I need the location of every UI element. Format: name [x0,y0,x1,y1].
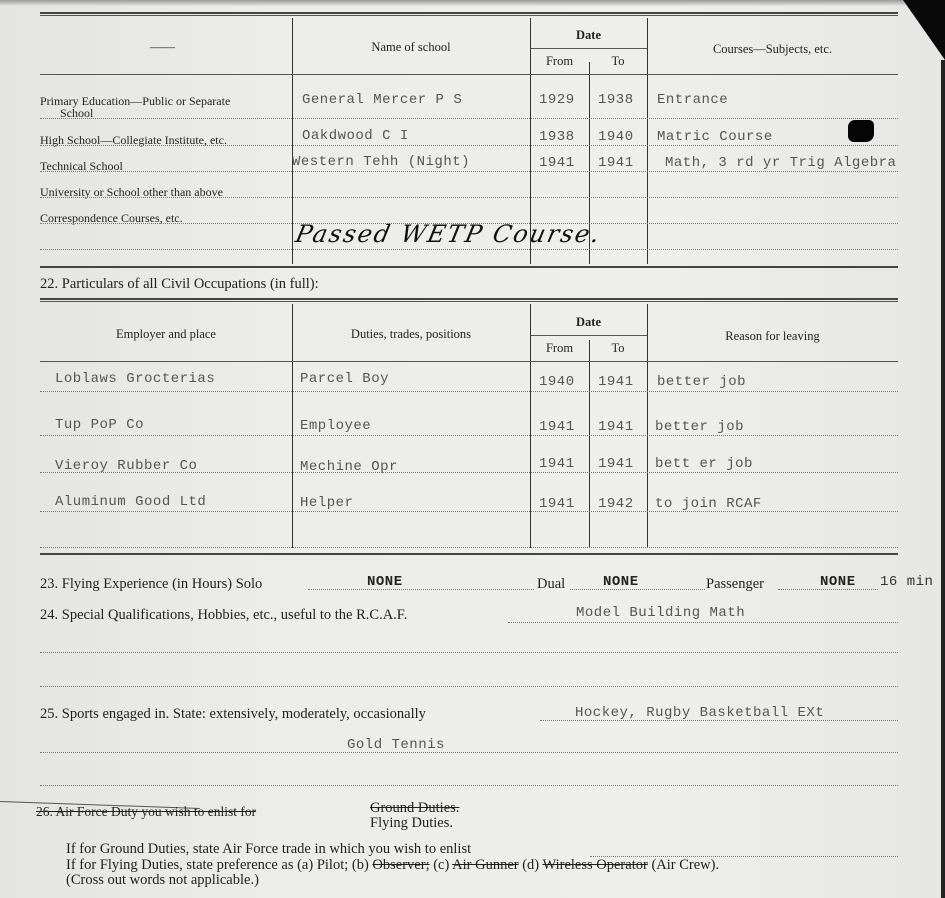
edu-school: Oakdwood C I [302,128,409,144]
edu-courses: Entrance [657,92,729,108]
edu-courses: Math, 3 rd yr Trig Algebra [665,155,897,171]
occ-reason: better job [657,374,747,390]
dotted-rule [40,511,898,512]
header-courses: Courses—Subjects, etc. [712,42,833,56]
flying-dual-label: Dual [537,576,566,592]
duty-gunner: Air Gunner [452,857,519,873]
occ-duties: Helper [300,495,354,511]
flying-label: 23. Flying Experience (in Hours) Solo [40,576,263,592]
flying-passenger-label: Passenger [706,576,764,592]
sports-label: 25. Sports engaged in. State: extensively, moderately, occasionally [40,706,426,722]
header-duties: Duties, trades, positions [350,327,472,341]
scan-shadow [0,0,945,6]
duty-option-flying: Flying Duties. [370,815,453,831]
occ-to: 1941 [598,419,634,435]
rule-top-2 [40,15,898,16]
occ-reason: to join RCAF [655,496,762,512]
occ-employer: Tup PoP Co [55,417,145,433]
qualifications-label: 24. Special Qualifications, Hobbies, etc., useful to the R.C.A.F. [40,607,408,623]
scan-edge [941,60,945,898]
cross-out-note: (Cross out words not applicable.) [66,872,259,888]
header-from: From [545,341,574,355]
rule [40,301,898,302]
occ-to: 1941 [598,374,634,390]
col-divider [589,340,590,548]
occ-to: 1941 [598,456,634,472]
duty-wireless: Wireless Operator [542,857,648,873]
sports-value-1: Hockey, Rugby Basketball EXt [575,705,825,721]
ink-blot [848,120,874,142]
occ-from: 1941 [539,496,575,512]
flying-solo-value: NONE [367,574,403,590]
edu-to: 1940 [598,129,634,145]
edu-courses: Matric Course [657,129,773,145]
section-22-title: 22. Particulars of all Civil Occupations (in full): [40,276,319,292]
duty-label: 26. Air Force Duty you wish to enlist for [36,804,257,819]
occ-reason: better job [655,419,745,435]
occ-to: 1942 [598,496,634,512]
header-reason: Reason for leaving [725,329,820,343]
duty-observer: Observer; [372,857,430,873]
duty-d: (d) [518,857,543,873]
flying-passenger-value: NONE [820,574,856,590]
occ-employer: Vieroy Rubber Co [55,458,198,474]
rule [531,335,647,336]
dotted-rule [508,622,898,623]
dotted-rule [40,547,898,548]
edu-to: 1941 [598,155,634,171]
edu-from: 1929 [539,92,575,108]
edu-from: 1938 [539,129,575,145]
occ-duties: Employee [300,418,372,434]
rule-header-bottom [40,74,898,75]
dotted-rule [40,145,898,146]
header-to: To [611,341,625,355]
scan-corner [903,0,945,60]
edu-school: Western Tehh (Night) [292,154,471,170]
dotted-rule [40,472,898,473]
occ-from: 1941 [539,456,575,472]
dotted-rule [40,197,898,198]
edu-label-primary-2: School [60,106,94,120]
rule-section-end [40,266,898,268]
occ-employer: Loblaws Grocterias [55,371,216,387]
header-name-of-school: Name of school [371,40,451,54]
flying-dual-value: NONE [603,574,639,590]
header-employer: Employer and place [116,327,216,341]
dotted-rule [40,435,898,436]
occ-duties: Mechine Opr [300,459,398,475]
rule [531,48,647,49]
rule-section-end [40,553,898,555]
edu-label-primary: Primary Education—Public or Separate [40,94,231,108]
dotted-rule [40,118,898,119]
edu-label-university: University or School other than above [40,185,223,199]
dotted-rule [40,785,898,786]
dotted-rule [40,686,898,687]
dotted-rule [40,752,898,753]
edu-label-high-school: High School—Collegiate Institute, etc. [40,133,227,147]
edu-label-correspondence: Correspondence Courses, etc. [40,211,183,225]
header-to: To [611,54,625,68]
sports-value-2: Gold Tennis [347,737,445,753]
duty-tail: (Air Crew). [647,857,720,873]
edu-school: General Mercer P S [302,92,463,108]
header-blank: —— [150,40,175,54]
edu-label-technical: Technical School [40,159,123,173]
occ-reason: bett er job [655,456,753,472]
dotted-rule [40,391,898,392]
dotted-rule [308,589,534,590]
rule-header-bottom [40,361,898,362]
edu-to: 1938 [598,92,634,108]
flying-passenger-extra: 16 min [880,574,934,590]
dotted-rule [40,249,898,250]
rule [40,298,898,300]
dotted-rule [40,171,898,172]
duty-option-ground: Ground Duties. [370,800,460,816]
rule-top [40,12,898,14]
duty-c: (c) [429,857,453,873]
duty-flying-prefix: If for Flying Duties, state preference as (a) Pilot; (b) [66,857,373,873]
qualifications-value: Model Building Math [576,605,746,621]
occ-duties: Parcel Boy [300,371,390,387]
occ-from: 1940 [539,374,575,390]
occ-from: 1941 [539,419,575,435]
occ-employer: Aluminum Good Ltd [55,494,207,510]
handwritten-note: Passed WETP Course. [293,220,605,248]
header-date: Date [576,28,601,42]
dotted-rule [40,652,898,653]
edu-from: 1941 [539,155,575,171]
header-from: From [545,54,574,68]
duty-ground-line: If for Ground Duties, state Air Force trade in which you wish to enlist [66,841,472,857]
header-date: Date [576,315,601,329]
